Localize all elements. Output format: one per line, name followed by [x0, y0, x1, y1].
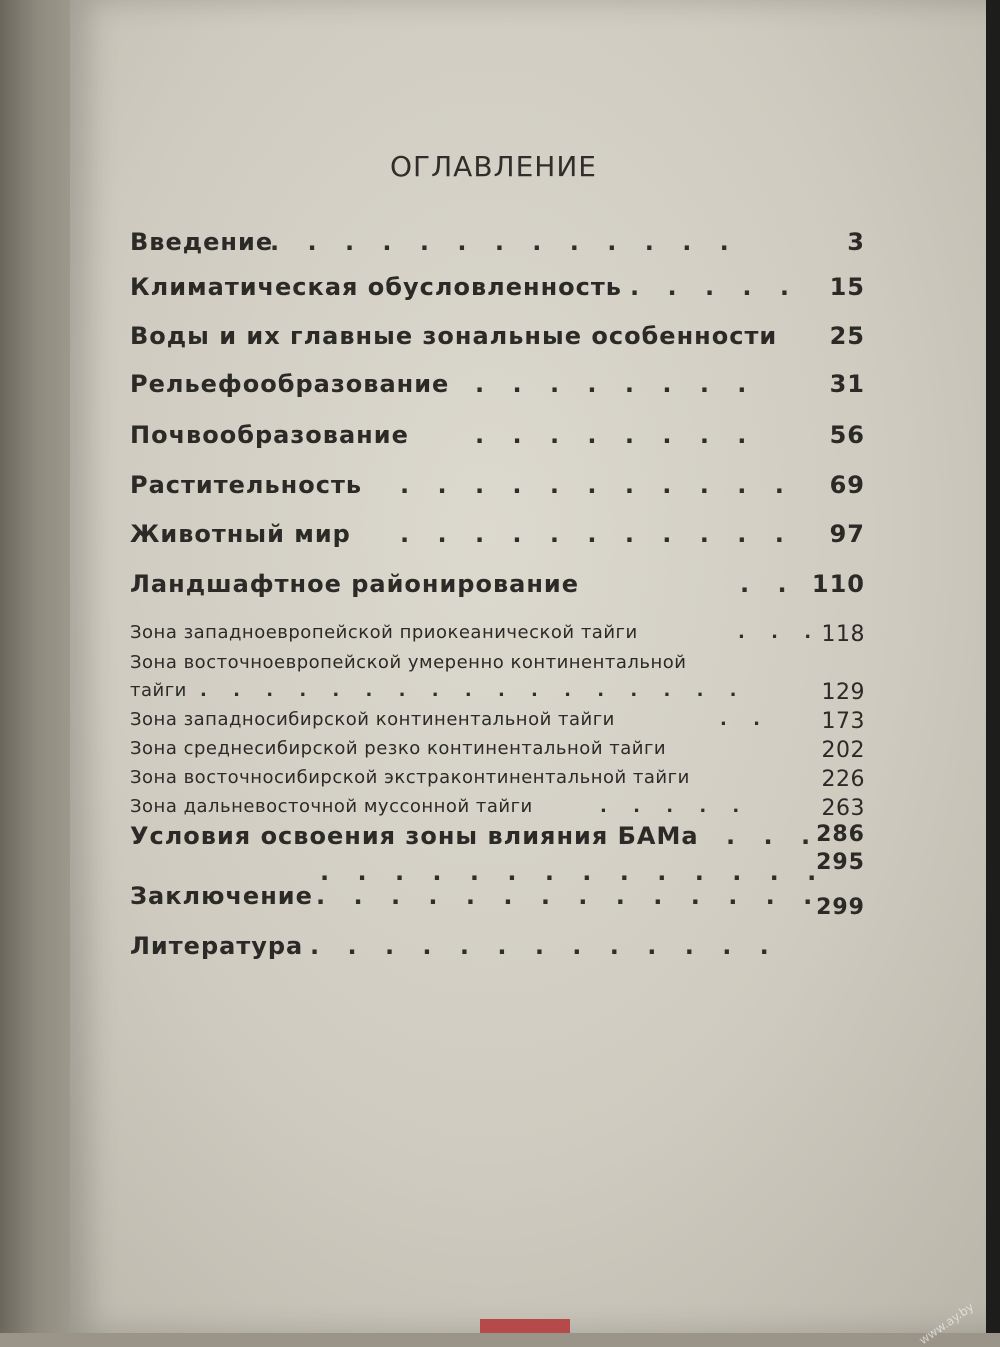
- toc-entry-label: Литература: [130, 932, 304, 960]
- toc-entry-label: Почвообразование: [130, 421, 409, 449]
- toc-entry-label: Рельефообразование: [130, 370, 450, 398]
- toc-leader-dots: . . . . . . . . . . . . .: [270, 228, 739, 256]
- toc-entry-label: Ландшафтное районирование: [130, 570, 580, 598]
- toc-leader-dots: . . .: [726, 822, 821, 850]
- toc-page-number: 110: [811, 570, 865, 598]
- toc-entry-label: Климатическая обусловленность: [130, 273, 622, 301]
- toc-title: ОГЛАВЛЕНИЕ: [390, 150, 597, 183]
- toc-entry-label: Зона западноевропейской приокеанической тайги: [130, 622, 638, 643]
- toc-page-number: 15: [829, 273, 865, 301]
- toc-leader-dots: . . . . .: [600, 796, 750, 817]
- toc-entry: [130, 738, 865, 763]
- toc-entry: [130, 932, 865, 960]
- toc-page-number: 3: [847, 228, 865, 256]
- toc-entry: [130, 895, 865, 923]
- toc-leader-dots: . . . . .: [630, 273, 800, 301]
- toc-entry-label: тайги: [130, 680, 187, 701]
- toc-entry-label: Зона западносибирской континентальной тайги: [130, 709, 615, 730]
- watermark: www.ay.by: [916, 1299, 976, 1347]
- toc-leader-dots: . . . . . . . . . . . . . . . . .: [200, 680, 747, 701]
- toc-entry: [130, 520, 865, 548]
- toc-entry: [130, 796, 865, 821]
- toc-entry-label: Заключение: [130, 882, 313, 910]
- toc-entry: [130, 370, 865, 398]
- toc-page-number: 295: [816, 850, 865, 875]
- toc-leader-dots: . . . . . . . .: [475, 421, 757, 449]
- toc-entry: [130, 822, 865, 850]
- toc-entry: [130, 273, 865, 301]
- toc-page-number: 263: [821, 796, 865, 821]
- toc-page-number: 129: [821, 680, 865, 705]
- toc-entry: [130, 709, 865, 734]
- toc-entry: [130, 570, 865, 598]
- table-of-contents: [130, 0, 870, 1333]
- toc-entry-label: Зона восточносибирской экстраконтинентальной тайги: [130, 767, 690, 788]
- toc-entry-label: Растительность: [130, 471, 363, 499]
- toc-entry-label: Животный мир: [130, 520, 351, 548]
- toc-entry: [130, 471, 865, 499]
- toc-entry-label: Зона восточноевропейской умеренно континентальной: [130, 652, 687, 673]
- toc-leader-dots: . . .: [738, 622, 822, 643]
- page-edge-shadow: [986, 0, 1000, 1333]
- toc-leader-dots: . . . . . . . . . . . . . .: [320, 858, 827, 886]
- toc-leader-dots: . . . . . . . . . . . . . .: [316, 882, 823, 910]
- toc-entry-label: Зона среднесибирской резко континентальной тайги: [130, 738, 667, 759]
- toc-page-number: 286: [816, 822, 865, 847]
- toc-leader-dots: . . . . . . . .: [475, 370, 757, 398]
- toc-page-number: 226: [821, 767, 865, 792]
- toc-entry-label: Введение: [130, 228, 274, 256]
- toc-page-number: 31: [829, 370, 865, 398]
- toc-leader-dots: . . . . . . . . . . .: [400, 520, 794, 548]
- toc-entry: [130, 228, 865, 256]
- toc-page-number: 56: [829, 421, 865, 449]
- toc-page-number: 25: [829, 322, 865, 350]
- toc-entry: [130, 322, 865, 350]
- toc-page-number: 97: [829, 520, 865, 548]
- toc-page-number: 299: [816, 895, 865, 920]
- toc-entry: [130, 622, 865, 647]
- toc-page-number: 202: [821, 738, 865, 763]
- toc-leader-dots: . .: [740, 570, 797, 598]
- toc-entry: [130, 850, 865, 886]
- toc-page-number: 173: [821, 709, 865, 734]
- toc-leader-dots: . .: [720, 709, 770, 730]
- toc-leader-dots: . . . . . . . . . . .: [400, 471, 794, 499]
- toc-entry: [130, 652, 865, 673]
- toc-entry: [130, 680, 865, 705]
- toc-entry: [130, 767, 865, 792]
- toc-entry-label: Зона дальневосточной муссонной тайги: [130, 796, 533, 817]
- toc-page-number: 69: [829, 471, 865, 499]
- toc-entry-label: Воды и их главные зональные особенности: [130, 322, 778, 350]
- toc-entry-label: Условия освоения зоны влияния БАМа: [130, 822, 699, 850]
- toc-page-number: 118: [821, 622, 865, 647]
- toc-entry: [130, 421, 865, 449]
- toc-leader-dots: . . . . . . . . . . . . .: [310, 932, 779, 960]
